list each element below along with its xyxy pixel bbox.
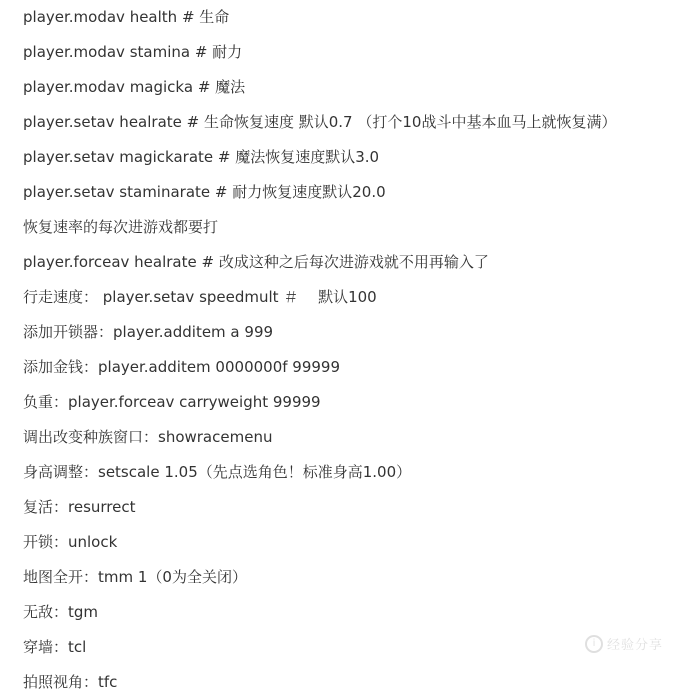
text-line-resurrect: 复活：resurrect	[23, 498, 136, 516]
text-line-magicka: player.modav magicka # 魔法	[23, 78, 246, 96]
text-line-gold: 添加金钱：player.additem 0000000f 99999	[23, 358, 341, 376]
text-line-note: 恢复速率的每次进游戏都要打	[23, 218, 219, 236]
text-line-healrate: player.setav healrate # 生命恢复速度 默认0.7 （打个10战斗中基本血马上就恢复满）	[23, 113, 617, 131]
text-line-speedmult: 行走速度： player.setav speedmult ＃ 默认100	[23, 288, 377, 306]
text-line-staminarate: player.setav staminarate # 耐力恢复速度默认20.0	[23, 183, 386, 201]
article-content	[23, 0, 679, 700]
text-line-magickarate: player.setav magickarate # 魔法恢复速度默认3.0	[23, 148, 380, 166]
text-line-unlock: 开锁：unlock	[23, 533, 118, 551]
text-line-tgm: 无敌：tgm	[23, 603, 99, 621]
watermark-text: 经验分享	[606, 638, 663, 653]
text-line-lockpick: 添加开锁器：player.additem a 999	[23, 323, 274, 341]
text-line-racemenu: 调出改变种族窗口：showracemenu	[23, 428, 273, 446]
text-line-tcl: 穿墙：tcl	[23, 638, 87, 656]
text-line-carryweight: 负重：player.forceav carryweight 99999	[23, 393, 321, 411]
text-line-tmm: 地图全开：tmm 1（0为全关闭）	[23, 568, 247, 586]
text-line-setscale: 身高调整：setscale 1.05（先点选角色！标准身高1.00）	[23, 463, 412, 481]
text-line-stamina: player.modav stamina # 耐力	[23, 43, 243, 61]
text-line-health: player.modav health # 生命	[23, 8, 230, 26]
text-line-forceav-healrate: player.forceav healrate # 改成这种之后每次进游戏就不用再输入了	[23, 253, 489, 271]
info-icon: i	[585, 635, 603, 653]
text-line-tfc: 拍照视角：tfc	[23, 673, 118, 691]
